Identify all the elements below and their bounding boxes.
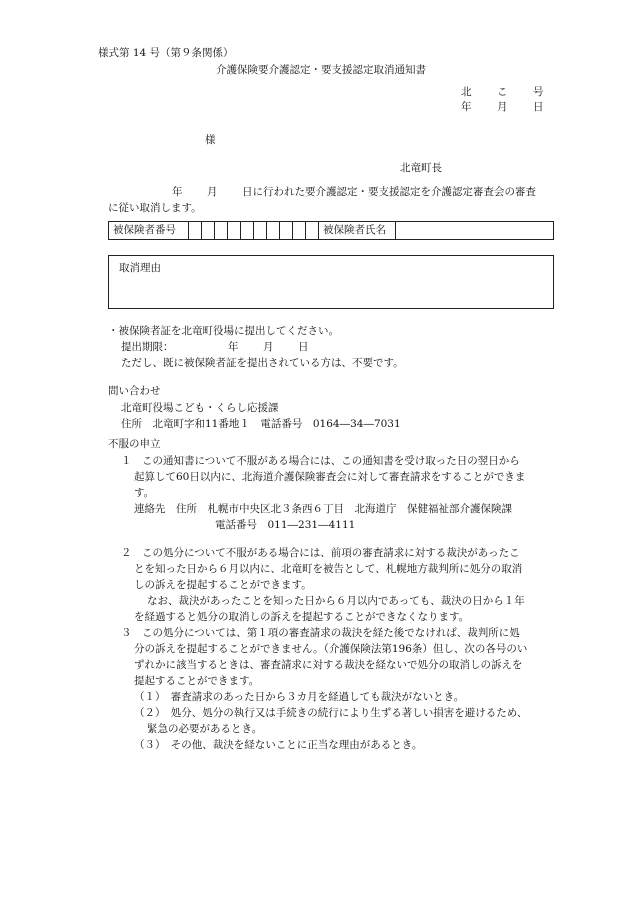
appeal-heading: 不服の申立: [108, 438, 161, 450]
insured-number-label: 被保険者番号: [109, 222, 189, 240]
date-year: 年: [461, 101, 472, 113]
doc-number-go: 号: [533, 86, 544, 98]
appeal-item2-line: ２ この処分について不服がある場合には、前項の審査請求に対する裁決があったこ: [121, 547, 520, 559]
insured-number-digit-cell[interactable]: [280, 222, 293, 240]
appeal-item3-sub2: （２） 処分、処分の執行又は手続きの続行により生ずる著しい損害を避けるため、: [134, 707, 528, 719]
insured-info-table: [108, 221, 554, 240]
appeal-item3-sub1: （１） 審査請求のあった日から３カ月を経過しても裁決がないとき。: [134, 691, 465, 703]
contact-office: 北竜町役場こども・くらし応援課: [121, 402, 279, 414]
deadline-label: 提出期限：: [121, 341, 174, 353]
insured-number-digit-cell[interactable]: [267, 222, 280, 240]
appeal-item2-line: とを知った日から６月以内に、北竜町を被告として、札幌地方裁判所に処分の取消: [134, 563, 523, 575]
notice-submit: ・被保険者証を北竜町役場に提出してください。: [108, 325, 339, 337]
appeal-item1-line: 起算して60日以内に、北海道介護保険審査会に対して審査請求をすることができま: [134, 471, 526, 483]
appeal-item3-line: 提起することができます。: [134, 675, 260, 687]
insured-number-digit-cell[interactable]: [254, 222, 267, 240]
insured-number-digit-cell[interactable]: [228, 222, 241, 240]
insured-name-value[interactable]: [396, 222, 554, 240]
contact-heading: 問い合わせ: [108, 385, 161, 397]
insured-number-digit-cell[interactable]: [306, 222, 319, 240]
document-title: 介護保険要介護認定・要支援認定取消通知書: [216, 64, 426, 76]
form-number: 様式第 14 号（第９条関係）: [98, 47, 234, 59]
appeal-item3-sub2-cont: 緊急の必要があるとき。: [147, 723, 263, 735]
body-month: 月: [207, 186, 218, 198]
appeal-item3-line: ３ この処分については、第１項の審査請求の裁決を経た後でなければ、裁判所に処: [121, 627, 520, 639]
appeal-item1-phone: 電話番号 011―231―4111: [215, 519, 356, 531]
body-line1: 日に行われた要介護認定・要支援認定を介護認定審査会の審査: [242, 186, 536, 198]
issuer-name: 北竜町長: [400, 162, 442, 174]
notice-note: ただし、既に被保険者証を提出されている方は、不要です。: [121, 357, 404, 369]
doc-number-kita: 北: [461, 86, 472, 98]
appeal-item1-contact: 連絡先 住所 札幌市中央区北３条西６丁目 北海道庁 保健福祉部介護保険課: [134, 503, 512, 515]
deadline-month: 月: [263, 341, 274, 353]
contact-address: 住所 北竜町字和11番地１ 電話番号 0164―34―7031: [121, 418, 401, 430]
cancellation-reason-label: 取消理由: [119, 262, 161, 274]
cancellation-reason-box[interactable]: [108, 255, 554, 309]
appeal-item3-sub3: （３） その他、裁決を経ないことに正当な理由があるとき。: [134, 739, 423, 751]
body-year: 年: [172, 186, 183, 198]
insured-number-digit-cell[interactable]: [189, 222, 202, 240]
insured-number-digit-cell[interactable]: [202, 222, 215, 240]
insured-name-label: 被保険者氏名: [319, 222, 396, 240]
date-day: 日: [533, 101, 544, 113]
insured-number-digit-cell[interactable]: [293, 222, 306, 240]
insured-number-digit-cell[interactable]: [215, 222, 228, 240]
doc-number-ko: こ: [497, 86, 508, 98]
insured-number-digit-cell[interactable]: [241, 222, 254, 240]
addressee-sama: 様: [205, 134, 216, 146]
appeal-item2-line: を経過すると処分の取消しの訴えを提起することができなくなります。: [134, 611, 470, 623]
appeal-item1-line: １ この通知書について不服がある場合には、この通知書を受け取った日の翌日から: [121, 455, 520, 467]
appeal-item3-line: ずれかに該当するときは、審査請求に対する裁決を経ないで処分の取消しの訴えを: [134, 659, 523, 671]
deadline-day: 日: [298, 341, 309, 353]
date-month: 月: [497, 101, 508, 113]
appeal-item2-line: なお、裁決があったことを知った日から６月以内であっても、裁決の日から１年: [147, 595, 525, 607]
appeal-item1-line: す。: [134, 487, 155, 499]
appeal-item3-line: 分の訴えを提起することができません。（介護保険法第196条）但し、次の各号のい: [134, 643, 528, 655]
body-line2: に従い取消します。: [108, 202, 202, 214]
appeal-item2-line: しの訴えを提起することができます。: [134, 579, 312, 591]
deadline-year: 年: [228, 341, 239, 353]
